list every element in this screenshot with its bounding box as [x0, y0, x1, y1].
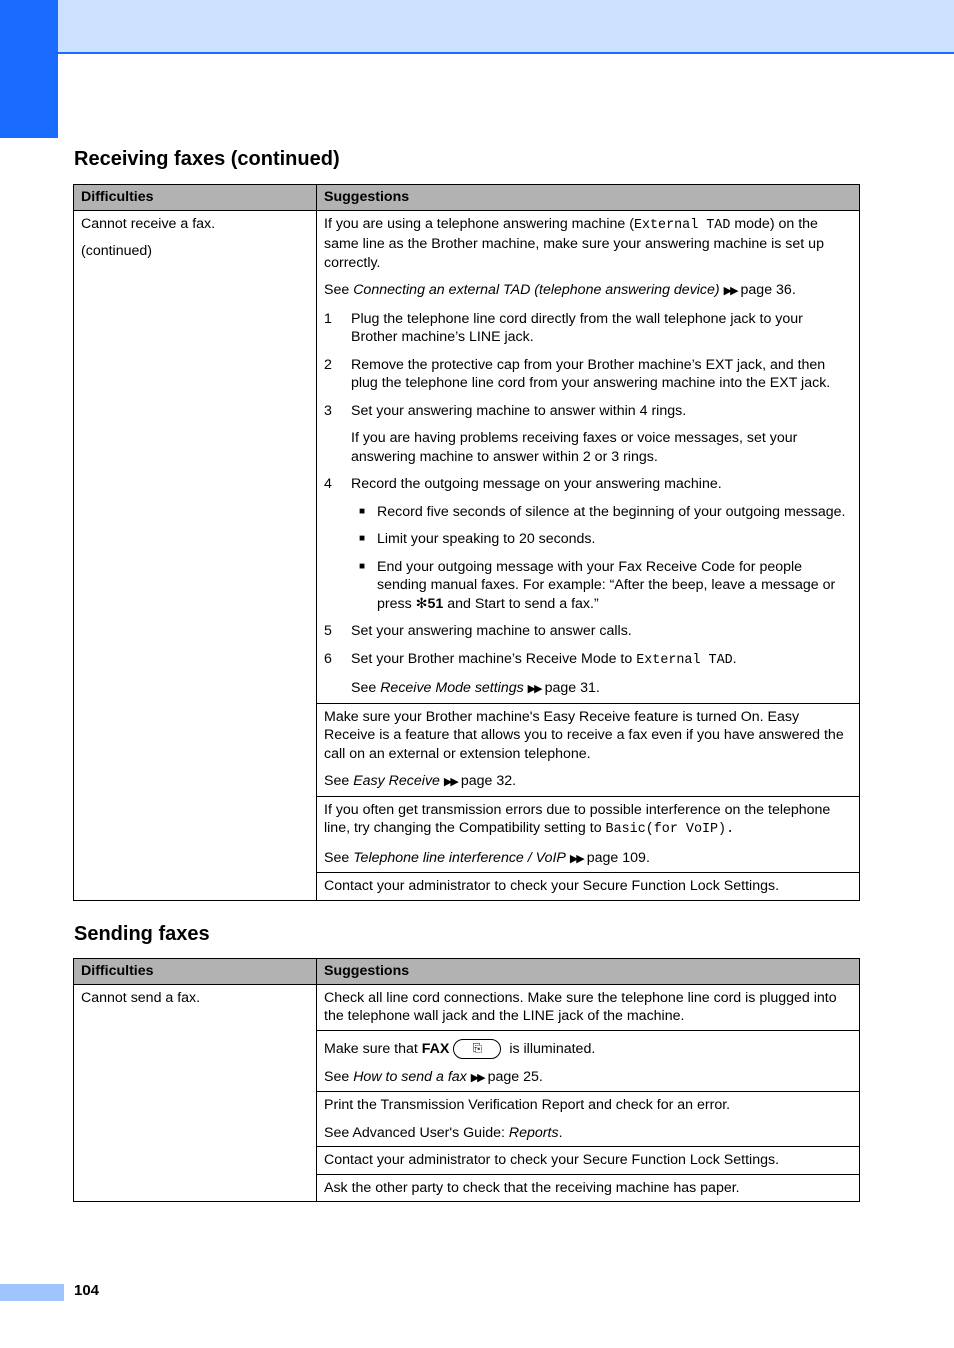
table-row — [74, 210, 860, 703]
suggestion-cell: Ask the other party to check that the receiving machine has paper. — [317, 1174, 860, 1202]
suggestion-cell: Contact your administrator to check your Secure Function Lock Settings. — [317, 1147, 860, 1175]
difficulty-cell — [74, 210, 317, 900]
suggestion-cell — [317, 210, 860, 703]
bullet-item: ■ End your outgoing message with your Fax Receive Code for people sending manual faxes. For example: “After the beep, leave a message or press ✻51 and Start to send a fax.” — [359, 558, 836, 612]
suggestion-cell — [317, 796, 860, 873]
fax-button-icon: ⎘ — [453, 1039, 501, 1059]
see-reference: See Telephone line interference / VoIP ▶▶ page 109. — [324, 849, 650, 866]
receiving-faxes-table — [73, 184, 860, 901]
table-header-row — [74, 185, 860, 211]
double-chevron-right-icon: ▶▶ — [723, 285, 737, 297]
table-header-row — [74, 959, 860, 985]
double-chevron-right-icon: ▶▶ — [443, 776, 457, 788]
double-chevron-right-icon: ▶▶ — [569, 852, 583, 865]
step-item: 3 Set your answering machine to answer within 4 rings. — [324, 402, 687, 419]
suggestion-text: If you often get transmission errors due to possible interference on the telephone line, try changing the Compatibility setting to Basic(for VoIP). — [324, 801, 831, 837]
see-reference: See Connecting an external TAD (telephone answering device) ▶▶ page 36. — [324, 282, 796, 298]
table-row — [74, 984, 860, 1030]
bullet-item: ■ Record five seconds of silence at the beginning of your outgoing message. — [359, 503, 846, 520]
difficulty-text: Cannot receive a fax. — [81, 215, 216, 232]
see-reference: See Advanced User's Guide: Reports. — [324, 1124, 563, 1141]
see-reference: See Easy Receive ▶▶ page 32. — [324, 773, 517, 789]
page-number-bar — [0, 1284, 64, 1301]
step-note: If you are having problems receiving faxes or voice messages, set your answering machine to answer within 2 or 3 rings. — [351, 430, 798, 465]
suggestion-text: Make sure that FAX ⎘ is illuminated. — [324, 1039, 853, 1059]
step-item: 4 Record the outgoing message on your answering machine. — [324, 476, 722, 492]
col-suggestions: Suggestions — [317, 959, 860, 985]
difficulty-cell — [74, 984, 317, 1202]
double-chevron-right-icon: ▶▶ — [527, 683, 541, 695]
page-number: 104 — [74, 1282, 100, 1299]
double-chevron-right-icon: ▶▶ — [470, 1071, 484, 1084]
col-difficulties: Difficulties — [74, 959, 317, 985]
see-reference: See How to send a fax ▶▶ page 25. — [324, 1068, 543, 1085]
suggestion-cell: Contact your administrator to check your Secure Function Lock Settings. — [317, 873, 860, 901]
suggestion-cell — [317, 703, 860, 796]
suggestion-cell: Check all line cord connections. Make sure the telephone line cord is plugged into the telephone wall jack and the LINE jack of the machine. — [317, 984, 860, 1030]
suggestion-intro: If you are using a telephone answering machine (External TAD mode) on the same line as the Brother machine, make sure your answering machine is set up correctly. — [324, 215, 824, 271]
suggestion-text: Print the Transmission Verification Report and check for an error. — [324, 1097, 731, 1113]
section-title-receiving: Receiving faxes (continued) — [74, 148, 340, 170]
square-bullet-icon: ■ — [359, 533, 366, 544]
step-item: 2 Remove the protective cap from your Brother machine’s EXT jack, and then plug the telephone line cord from your answering machine into the EXT jack. — [324, 356, 831, 391]
step-item: 1 Plug the telephone line cord directly from the wall telephone jack to your Brother machine’s LINE jack. — [324, 310, 803, 345]
col-suggestions: Suggestions — [317, 185, 860, 211]
square-bullet-icon: ■ — [359, 560, 366, 572]
col-difficulties: Difficulties — [74, 185, 317, 211]
square-bullet-icon: ■ — [359, 505, 366, 517]
suggestion-cell — [317, 1030, 860, 1092]
difficulty-note: (continued) — [81, 243, 152, 259]
header-band — [0, 0, 954, 54]
chapter-tab — [0, 0, 58, 138]
suggestion-cell — [317, 1092, 860, 1147]
step-item: 6 Set your Brother machine’s Receive Mode to External TAD. — [324, 650, 737, 668]
section-title-sending: Sending faxes — [74, 923, 210, 945]
difficulty-text: Cannot send a fax. — [81, 989, 201, 1006]
suggestion-text: Make sure your Brother machine's Easy Receive feature is turned On. Easy Receive is a feature that allows you to receive a fax even if you have answered the call on an external or extension telephone. — [324, 708, 844, 762]
bullet-item: ■ Limit your speaking to 20 seconds. — [359, 531, 596, 547]
sending-faxes-table — [73, 958, 860, 1202]
step-item: 5 Set your answering machine to answer calls. — [324, 623, 632, 639]
see-reference: See Receive Mode settings ▶▶ page 31. — [351, 680, 600, 696]
